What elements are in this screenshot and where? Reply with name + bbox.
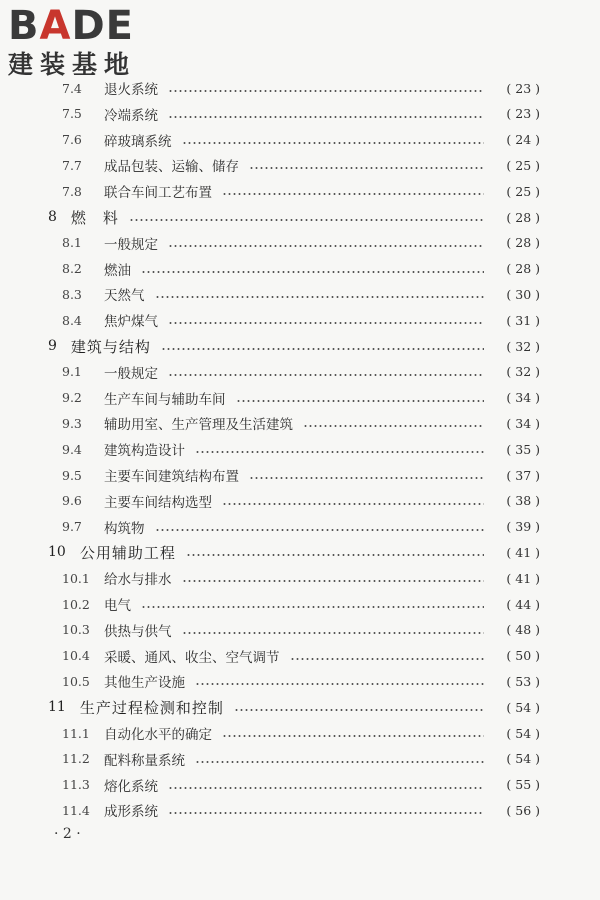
toc-dot-leader: [249, 167, 484, 169]
toc-dot-leader: [168, 787, 484, 789]
toc-entry-number: 9.4: [62, 441, 82, 457]
toc-entry-page: ( 44 ): [506, 596, 540, 612]
bade-logo: [8, 4, 178, 80]
toc-entry-number: 11.4: [62, 802, 90, 818]
toc-entry[interactable]: [0, 231, 600, 255]
toc-entry[interactable]: [0, 153, 600, 177]
toc-entry-title: 联合车间工艺布置: [104, 185, 212, 202]
toc-entry-page: ( 28 ): [506, 209, 540, 225]
toc-dot-leader: [222, 503, 484, 505]
toc-entry-page: ( 24 ): [506, 132, 540, 148]
toc-entry-page: ( 28 ): [506, 235, 540, 251]
toc-entry[interactable]: [0, 721, 600, 745]
toc-entry-title: 公用辅助工程: [79, 543, 176, 562]
toc-entry[interactable]: [0, 695, 600, 719]
toc-entry-title: 碎玻璃系统: [104, 133, 172, 150]
toc-dot-leader: [168, 374, 484, 376]
toc-entry-title: 一般规定: [104, 365, 158, 382]
toc-entry[interactable]: [0, 566, 600, 590]
toc-entry-number: 10: [48, 544, 66, 561]
toc-entry-page: ( 55 ): [506, 777, 540, 793]
toc-entry-title: 生产车间与辅助车间: [104, 391, 226, 408]
toc-entry-title: 冷端系统: [104, 107, 158, 124]
toc-entry-page: ( 34 ): [506, 390, 540, 406]
toc-entry-number: 7.6: [62, 132, 82, 148]
toc-entry[interactable]: [0, 205, 600, 229]
toc-entry-title: 天然气: [104, 288, 145, 305]
toc-entry-number: 9.2: [62, 390, 82, 406]
toc-entry-number: 10.3: [62, 622, 90, 638]
toc-entry-number: 9.3: [62, 415, 82, 431]
toc-entry-page: ( 34 ): [506, 415, 540, 431]
toc-entry-number: 7.7: [62, 157, 82, 173]
toc-entry[interactable]: [0, 308, 600, 332]
toc-entry-title: 自动化水平的确定: [104, 727, 212, 743]
toc-entry-number: 8.3: [62, 286, 82, 302]
toc-entry[interactable]: [0, 515, 600, 539]
logo-brand-text: [8, 4, 178, 48]
toc-dot-leader: [182, 632, 485, 634]
toc-entry[interactable]: [0, 437, 600, 461]
toc-entry-page: ( 54 ): [506, 725, 540, 741]
toc-entry[interactable]: [0, 360, 600, 384]
toc-entry-number: 10.2: [62, 596, 90, 612]
logo-letters-suffix: DE: [71, 3, 134, 49]
toc-entry[interactable]: [0, 334, 600, 358]
toc-entry-number: 10.1: [62, 570, 90, 586]
toc-dot-leader: [236, 400, 485, 402]
toc-dot-leader: [303, 425, 484, 427]
toc-entry-title: 一般规定: [104, 236, 158, 253]
toc-dot-leader: [141, 271, 484, 273]
toc-entry[interactable]: [0, 128, 600, 152]
toc-entry-page: ( 56 ): [506, 802, 540, 818]
toc-dot-leader: [195, 761, 484, 763]
logo-letters-prefix: B: [8, 3, 40, 49]
toc-entry-number: 8: [48, 209, 57, 225]
toc-entry-number: 10.5: [62, 673, 90, 689]
toc-entry-number: 11.3: [62, 777, 90, 793]
toc-dot-leader: [222, 193, 484, 195]
toc-entry-page: ( 31 ): [506, 312, 540, 328]
logo-letter-accent: A: [39, 3, 72, 49]
toc-dot-leader: [155, 296, 485, 298]
toc-entry-title: 建筑与结构: [70, 337, 151, 356]
toc-entry-number: 8.4: [62, 312, 82, 328]
toc-entry-page: ( 30 ): [506, 286, 540, 302]
toc-entry[interactable]: [0, 540, 600, 564]
toc-entry[interactable]: [0, 773, 600, 797]
toc-entry-title: 成品包装、运输、储存: [104, 159, 239, 176]
toc-entry-title: 采暖、通风、收尘、空气调节: [104, 649, 280, 666]
toc-entry-page: ( 35 ): [506, 441, 540, 457]
toc-entry[interactable]: [0, 179, 600, 203]
toc-entry-title: 配料称量系统: [104, 752, 185, 769]
toc-entry-number: 9.7: [62, 519, 82, 535]
toc-entry-number: 9.6: [62, 493, 82, 509]
toc-entry[interactable]: [0, 669, 600, 693]
toc-dot-leader: [249, 477, 484, 479]
toc-entry-title: 生产过程检测和控制: [79, 698, 224, 717]
toc-entry-page: ( 54 ): [506, 751, 540, 767]
toc-entry-page: ( 37 ): [506, 467, 540, 483]
toc-entry-number: 9.1: [62, 364, 82, 380]
toc-entry-page: ( 32 ): [506, 338, 540, 354]
toc-entry-title: 建筑构造设计: [104, 443, 185, 460]
page-number: · 2 ·: [54, 826, 81, 842]
toc-entry[interactable]: [0, 463, 600, 487]
toc-dot-leader: [168, 245, 484, 247]
toc-entry-page: ( 50 ): [506, 648, 540, 664]
toc-entry-title: 电气: [104, 598, 131, 614]
toc-entry-page: ( 41 ): [506, 570, 540, 586]
toc-dot-leader: [182, 142, 485, 144]
toc-entry-title: 辅助用室、生产管理及生活建筑: [104, 417, 293, 434]
toc-entry-number: 7.4: [62, 80, 82, 96]
toc-entry-title: 其他生产设施: [104, 675, 185, 692]
toc-dot-leader: [195, 451, 484, 453]
toc-dot-leader: [168, 322, 484, 324]
toc-entry-title: 焦炉煤气: [104, 314, 158, 331]
toc-entry-title: 熔化系统: [104, 778, 158, 795]
toc-dot-leader: [161, 348, 484, 350]
toc-entry-page: ( 28 ): [506, 261, 540, 277]
toc-entry-page: ( 48 ): [506, 622, 540, 638]
toc-dot-leader: [155, 529, 485, 531]
toc-entry-number: 7.5: [62, 106, 82, 122]
logo-chinese-text: 建装基地: [8, 50, 137, 79]
toc-entry[interactable]: [0, 747, 600, 771]
toc-dot-leader: [141, 606, 484, 608]
toc-entry-title: 燃 料: [70, 208, 119, 227]
toc-entry-page: ( 53 ): [506, 673, 540, 689]
toc-dot-leader: [168, 812, 484, 814]
toc-entry-number: 8.2: [62, 261, 82, 277]
toc-entry-number: 8.1: [62, 235, 82, 251]
toc-entry-title: 构筑物: [104, 520, 145, 537]
toc-entry-number: 7.8: [62, 183, 82, 199]
toc-entry-page: ( 39 ): [506, 519, 540, 535]
toc-entry[interactable]: [0, 102, 600, 126]
toc-entry-page: ( 23 ): [506, 80, 540, 96]
toc-entry-page: ( 25 ): [506, 157, 540, 173]
toc-dot-leader: [168, 116, 484, 118]
toc-entry-page: ( 25 ): [506, 183, 540, 199]
toc-entry-number: 9: [48, 338, 57, 354]
toc-entry-number: 11.2: [62, 751, 90, 767]
toc-dot-leader: [195, 683, 484, 685]
toc-entry-number: 11: [48, 699, 66, 716]
toc-entry-page: ( 32 ): [506, 364, 540, 380]
toc-entry-title: 主要车间结构选型: [104, 494, 212, 511]
toc-entry-title: 退火系统: [104, 82, 158, 98]
toc-entry[interactable]: [0, 618, 600, 642]
toc-entry-title: 成形系统: [104, 804, 158, 821]
toc-dot-leader: [222, 735, 484, 737]
toc-entry-title: 供热与供气: [104, 623, 172, 640]
toc-entry[interactable]: [0, 798, 600, 822]
toc-entry[interactable]: [0, 489, 600, 513]
toc-dot-leader: [168, 90, 484, 92]
toc-entry-title: 主要车间建筑结构布置: [104, 469, 239, 485]
toc-entry-page: ( 23 ): [506, 106, 540, 122]
toc-entry-number: 9.5: [62, 467, 82, 483]
toc-entry-title: 给水与排水: [104, 572, 172, 589]
toc-entry[interactable]: [0, 386, 600, 410]
toc-entry-page: ( 54 ): [506, 699, 540, 715]
toc-dot-leader: [290, 658, 485, 660]
toc-entry[interactable]: [0, 411, 600, 435]
toc-entry[interactable]: [0, 282, 600, 306]
toc-dot-leader: [129, 219, 484, 221]
toc-entry-page: ( 41 ): [506, 544, 540, 560]
toc-entry[interactable]: [0, 644, 600, 668]
toc-entry[interactable]: [0, 76, 600, 100]
toc-entry-number: 11.1: [62, 725, 90, 741]
toc-dot-leader: [234, 709, 484, 711]
toc-dot-leader: [186, 554, 484, 556]
toc-entry-page: ( 38 ): [506, 493, 540, 509]
toc-dot-leader: [182, 580, 485, 582]
toc-entry[interactable]: [0, 257, 600, 281]
toc-entry-number: 10.4: [62, 648, 90, 664]
toc-entry[interactable]: [0, 592, 600, 616]
toc-entry-title: 燃油: [104, 262, 131, 279]
